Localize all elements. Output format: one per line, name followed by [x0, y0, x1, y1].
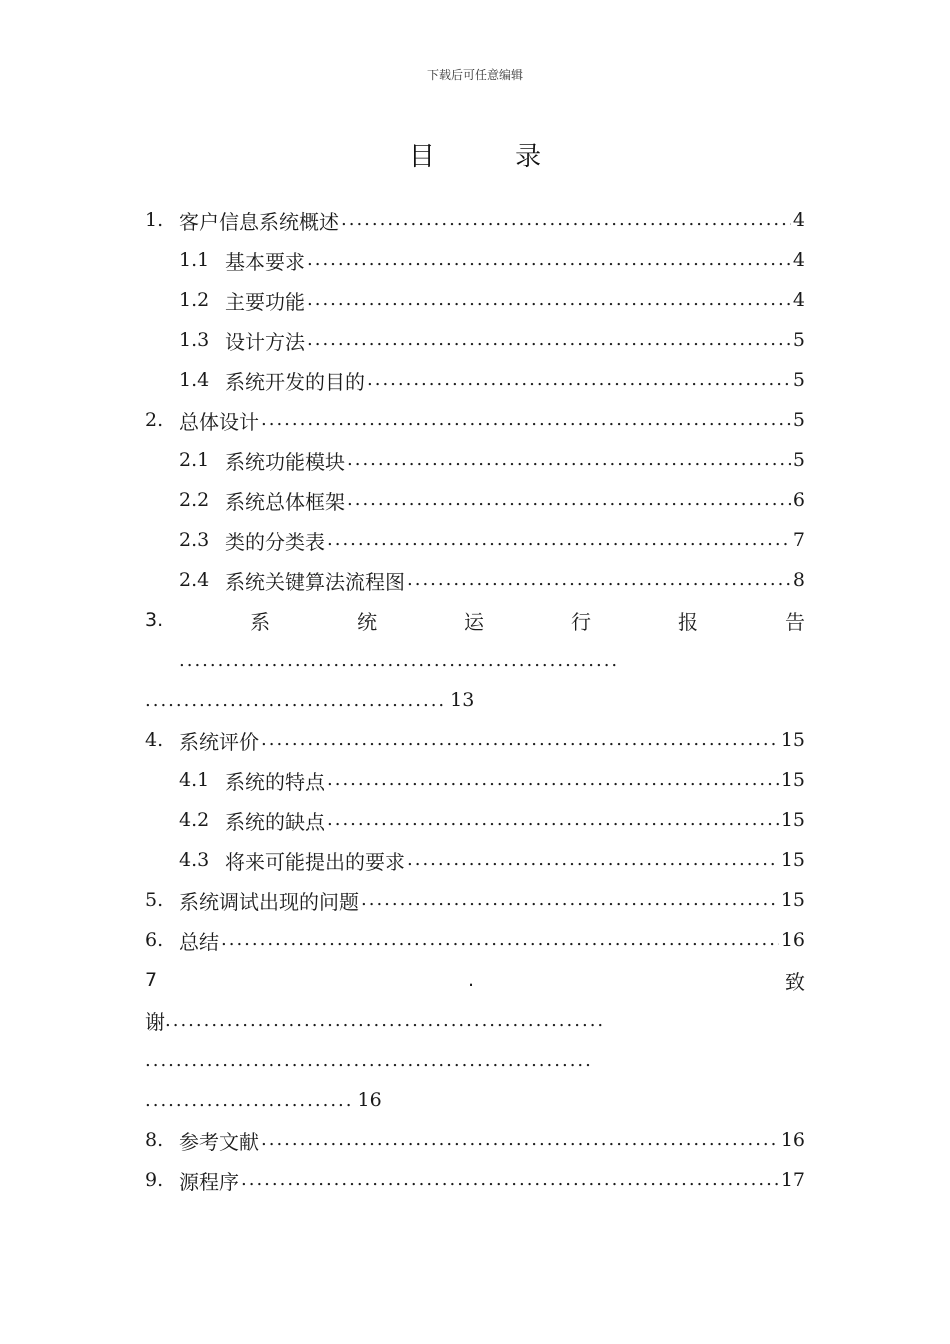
toc-title-char: 报	[677, 609, 698, 634]
toc-leader	[327, 529, 791, 551]
toc-leader	[261, 409, 791, 431]
toc-number: 2.4	[179, 569, 210, 591]
toc-number: 4.	[145, 729, 164, 751]
toc-page: 16	[357, 1089, 382, 1111]
toc-entry[interactable]	[145, 760, 805, 800]
toc-number: 1.2	[179, 289, 210, 311]
toc-leader: .........................................................	[179, 649, 620, 671]
toc-entry[interactable]	[145, 880, 805, 920]
toc-title: 总体设计	[179, 409, 259, 434]
toc-number: 9.	[145, 1169, 164, 1191]
toc-page: 13	[450, 689, 475, 711]
toc-page: 4	[792, 249, 805, 271]
toc-title-char: 谢	[145, 1009, 165, 1034]
toc-entry-justified-line	[145, 960, 805, 1000]
toc-entry-justified-line	[145, 600, 805, 640]
toc-leader	[221, 929, 779, 951]
toc-title: 源程序	[179, 1169, 239, 1194]
toc-leader	[347, 449, 791, 471]
toc-leader	[307, 289, 791, 311]
toc-number: 1.	[145, 209, 164, 231]
toc-entry[interactable]	[145, 920, 805, 960]
toc-entry[interactable]	[145, 440, 805, 480]
toc-page: 16	[780, 1129, 805, 1151]
toc-title: 系统评价	[179, 729, 259, 754]
toc-number: 2.2	[179, 489, 210, 511]
toc-leader	[327, 769, 779, 791]
toc-entry[interactable]	[145, 1120, 805, 1160]
toc-leader-line: ........................... 16	[145, 1089, 382, 1111]
toc-page: 15	[780, 889, 805, 911]
toc-page: 5	[792, 369, 805, 391]
toc-number: 2.1	[179, 449, 210, 471]
toc-page: 15	[780, 809, 805, 831]
toc-page: 7	[792, 529, 805, 551]
page-header: 下载后可任意编辑	[426, 68, 523, 82]
toc-leader	[347, 489, 791, 511]
toc-number: 6.	[145, 929, 164, 951]
toc-number: 4.2	[179, 809, 210, 831]
toc-title-char: 运	[464, 609, 485, 634]
toc-title-char: 致	[784, 969, 805, 994]
toc-number: 4.3	[179, 849, 210, 871]
toc-leader	[341, 209, 791, 231]
toc-entry[interactable]	[145, 1160, 805, 1200]
toc-leader	[261, 1129, 779, 1151]
toc-page: 15	[780, 849, 805, 871]
toc-title: 主要功能	[225, 289, 305, 314]
toc-title: 类的分类表	[225, 529, 325, 554]
toc-page: 17	[780, 1169, 805, 1191]
toc-number: 2.3	[179, 529, 210, 551]
toc-title: 将来可能提出的要求	[225, 849, 405, 874]
toc-page: 5	[792, 409, 805, 431]
toc-entry[interactable]	[145, 720, 805, 760]
toc-page: 16	[780, 929, 805, 951]
page-title: 目 录	[408, 142, 578, 172]
toc-leader	[327, 809, 779, 831]
toc-entry[interactable]	[145, 800, 805, 840]
toc-page: 15	[780, 769, 805, 791]
toc-entry[interactable]	[145, 560, 805, 600]
toc-entry[interactable]	[145, 320, 805, 360]
toc-entry[interactable]	[145, 400, 805, 440]
toc-title: 系统的缺点	[225, 809, 325, 834]
toc-number: 5.	[145, 889, 164, 911]
toc-title: 系统调试出现的问题	[179, 889, 359, 914]
toc-title: 客户信息系统概述	[179, 209, 339, 234]
toc-title: 参考文献	[179, 1129, 259, 1154]
toc-page: 5	[792, 449, 805, 471]
toc-title-char: 行	[571, 609, 592, 634]
toc-page: 8	[792, 569, 805, 591]
toc-number: 7	[145, 969, 158, 991]
toc-title: 系统开发的目的	[225, 369, 365, 394]
toc-entry[interactable]	[145, 280, 805, 320]
toc-entry[interactable]	[145, 600, 805, 720]
toc-leader	[407, 569, 791, 591]
toc-page: 4	[792, 289, 805, 311]
toc-leader-line: 谢 .........................................................	[145, 1000, 805, 1040]
toc-page: 4	[792, 209, 805, 231]
toc-entry[interactable]	[145, 360, 805, 400]
toc-number: 1.1	[179, 249, 210, 271]
toc-page: 5	[792, 329, 805, 351]
toc-page: 15	[780, 729, 805, 751]
toc-number: 1.4	[179, 369, 210, 391]
toc-page: 6	[792, 489, 805, 511]
toc-number: 8.	[145, 1129, 164, 1151]
toc-number-dot: .	[468, 969, 475, 991]
toc-title: 基本要求	[225, 249, 305, 274]
toc-leader	[241, 1169, 779, 1191]
toc-number: 3.	[145, 609, 164, 631]
toc-title-char: 统	[357, 609, 378, 634]
toc-title: 总结	[179, 929, 219, 954]
toc-number: 4.1	[179, 769, 210, 791]
toc-title: 系统的特点	[225, 769, 325, 794]
toc-title: 设计方法	[225, 329, 305, 354]
toc-leader-line: ....................................... 13	[145, 689, 475, 711]
toc-leader: ..........................................................	[145, 1049, 593, 1071]
toc-title-char: 系	[250, 609, 271, 634]
toc-entry[interactable]	[145, 200, 805, 240]
toc-title: 系统关键算法流程图	[225, 569, 405, 594]
toc-leader	[361, 889, 779, 911]
toc-leader	[307, 249, 791, 271]
toc-entry[interactable]	[145, 840, 805, 880]
toc-leader	[261, 729, 779, 751]
toc-entry[interactable]	[145, 480, 805, 520]
toc-entry[interactable]	[145, 960, 805, 1120]
toc-number: 2.	[145, 409, 164, 431]
toc-title: 系统总体框架	[225, 489, 345, 514]
toc-entry[interactable]	[145, 520, 805, 560]
toc-number: 1.3	[179, 329, 210, 351]
table-of-contents	[145, 200, 805, 1200]
toc-leader	[407, 849, 779, 871]
toc-leader	[307, 329, 791, 351]
toc-entry[interactable]	[145, 240, 805, 280]
toc-title-char: 告	[784, 609, 805, 634]
toc-leader	[367, 369, 791, 391]
toc-title: 系统功能模块	[225, 449, 345, 474]
